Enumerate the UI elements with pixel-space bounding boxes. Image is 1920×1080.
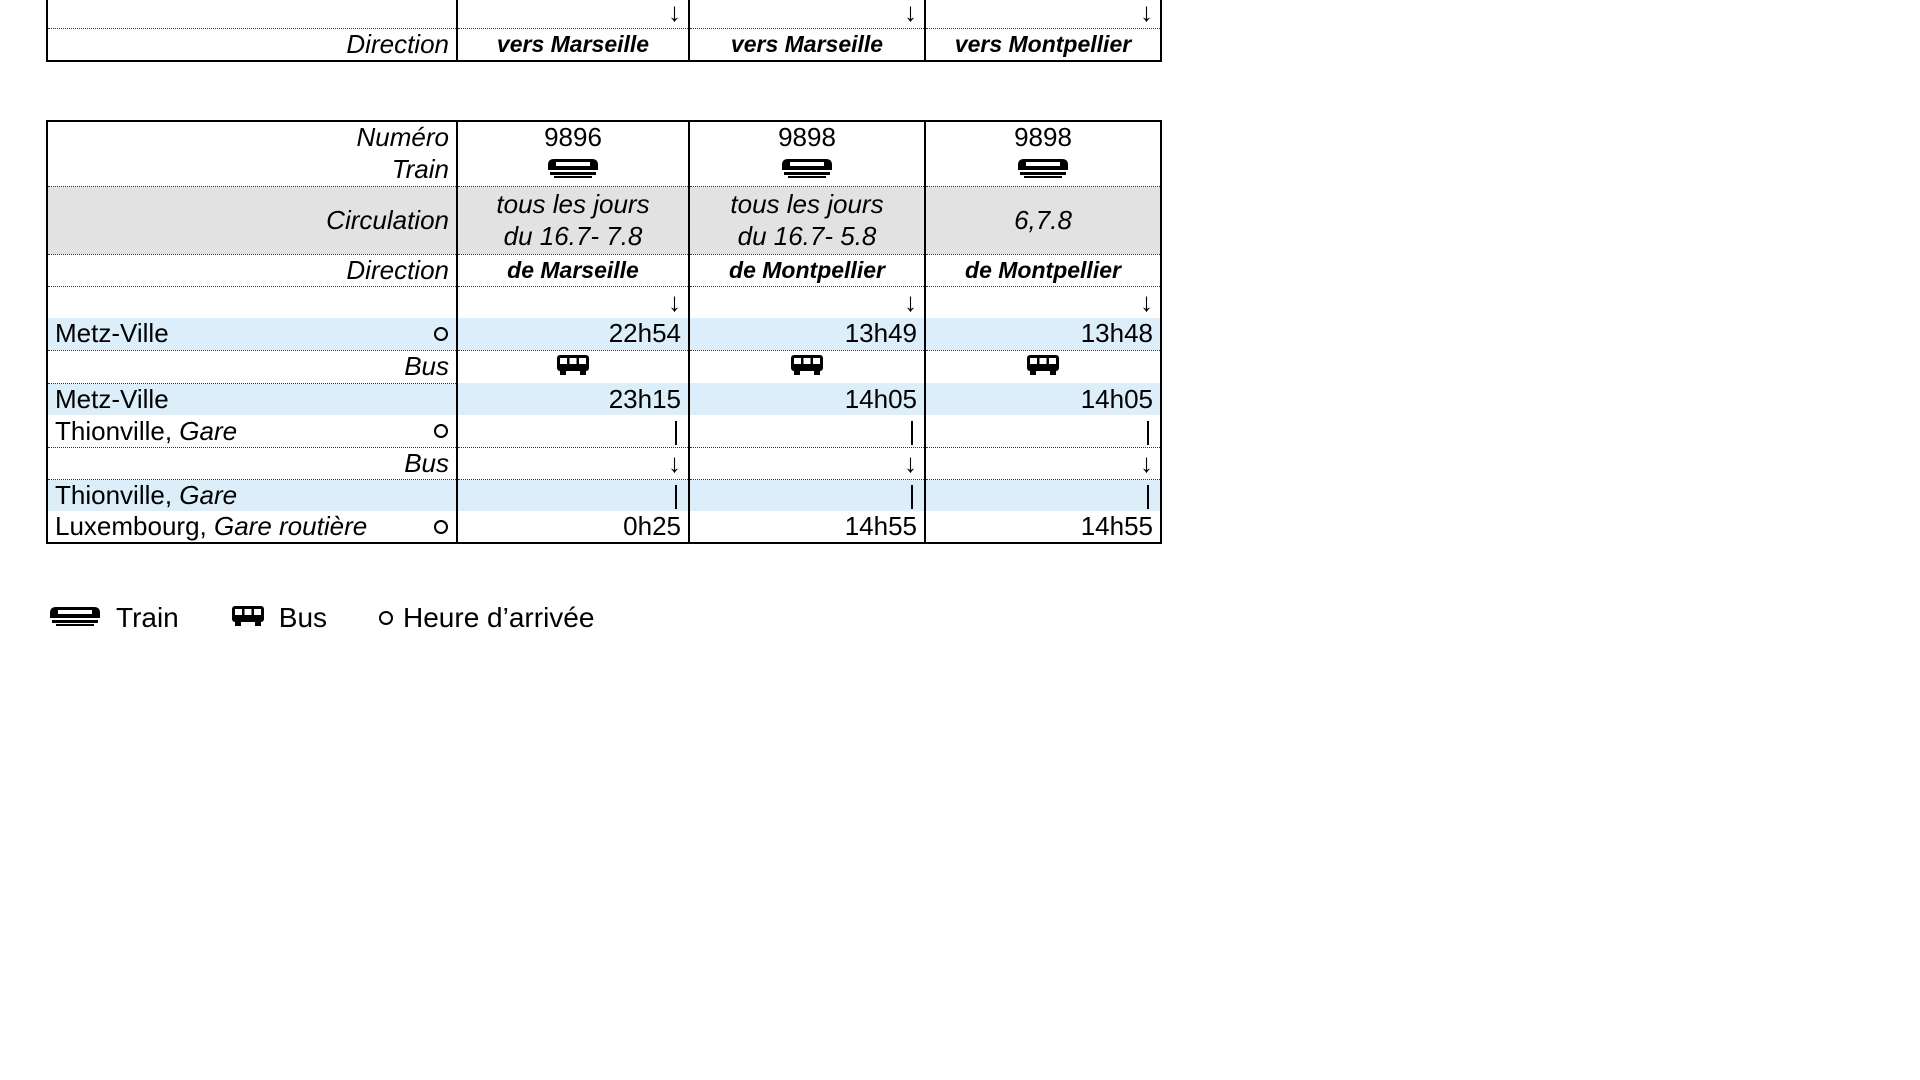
- legend: [48, 602, 646, 634]
- circulation-cell: tous les jours du 16.7- 5.8: [689, 186, 925, 254]
- down-arrow-icon: ↓: [457, 0, 689, 28]
- direction-cell: vers Marseille: [689, 28, 925, 61]
- time-cell: 23h15: [457, 383, 689, 415]
- bus-row: [47, 447, 1161, 479]
- pass-through-bar: [689, 479, 925, 511]
- direction-row: [47, 28, 1161, 61]
- time-cell: 14h55: [925, 511, 1161, 543]
- train-label: Train: [47, 153, 457, 186]
- down-arrow-icon: ↓: [925, 286, 1161, 318]
- arrival-circle-icon: [379, 611, 393, 625]
- down-arrow-icon: ↓: [689, 447, 925, 479]
- direction-label: Direction: [47, 254, 457, 286]
- station-luxembourg: Luxembourg, Gare routière: [47, 511, 457, 543]
- metz-departure-row: [47, 318, 1161, 350]
- legend-arrival-label: Heure d’arrivée: [403, 602, 595, 633]
- direction-cell: de Montpellier: [925, 254, 1161, 286]
- circulation-label: Circulation: [47, 186, 457, 254]
- pass-through-bar: [925, 479, 1161, 511]
- metz-bus-row: [47, 383, 1161, 415]
- arrival-circle-icon: [434, 327, 448, 341]
- time-cell: 0h25: [457, 511, 689, 543]
- legend-bus: [231, 602, 327, 634]
- pass-through-bar: [925, 415, 1161, 447]
- bus-icon: [1026, 352, 1060, 383]
- time-cell: 14h55: [689, 511, 925, 543]
- bus-icon: [790, 352, 824, 383]
- numero-row: [47, 121, 1161, 153]
- down-arrow-icon: ↓: [925, 447, 1161, 479]
- circulation-cell: tous les jours du 16.7- 7.8: [457, 186, 689, 254]
- arrow-row: [47, 0, 1161, 28]
- train-icon: [48, 602, 102, 634]
- station-metz: Metz-Ville: [47, 383, 457, 415]
- time-cell: 13h49: [689, 318, 925, 350]
- train-icon: [780, 155, 834, 186]
- down-arrow-icon: ↓: [689, 286, 925, 318]
- bus-label: Bus: [47, 350, 457, 383]
- circulation-row: [47, 186, 1161, 254]
- pass-through-bar: [689, 415, 925, 447]
- direction-cell: vers Marseille: [457, 28, 689, 61]
- legend-train: [48, 602, 179, 634]
- pass-through-bar: [457, 479, 689, 511]
- train-icon: [546, 155, 600, 186]
- bus-row: [47, 350, 1161, 383]
- numero-label: Numéro: [47, 121, 457, 153]
- down-arrow-icon: ↓: [457, 447, 689, 479]
- arrival-circle-icon: [434, 424, 448, 438]
- legend-train-label: Train: [116, 602, 179, 633]
- down-arrow-icon: ↓: [925, 0, 1161, 28]
- time-cell: 14h05: [689, 383, 925, 415]
- bus-label: Bus: [47, 447, 457, 479]
- arrow-row: [47, 286, 1161, 318]
- down-arrow-icon: ↓: [457, 286, 689, 318]
- bus-icon: [556, 352, 590, 383]
- timetable-main: [46, 120, 1162, 544]
- circulation-cell: 6,7.8: [925, 186, 1161, 254]
- thionville-row: [47, 415, 1161, 447]
- train-number: 9898: [925, 121, 1161, 153]
- station-thionville: Thionville, Gare: [47, 415, 457, 447]
- direction-label: Direction: [47, 28, 457, 61]
- station-thionville: Thionville, Gare: [47, 479, 457, 511]
- direction-cell: de Montpellier: [689, 254, 925, 286]
- thionville-bus-row: [47, 479, 1161, 511]
- timetable-top: [46, 0, 1162, 62]
- station-metz: Metz-Ville: [47, 318, 457, 350]
- train-icon: [1016, 155, 1070, 186]
- direction-row: [47, 254, 1161, 286]
- arrival-circle-icon: [434, 520, 448, 534]
- legend-arrival: [379, 602, 594, 634]
- direction-cell: vers Montpellier: [925, 28, 1161, 61]
- train-number: 9898: [689, 121, 925, 153]
- pass-through-bar: [457, 415, 689, 447]
- legend-bus-label: Bus: [278, 602, 328, 633]
- time-cell: 14h05: [925, 383, 1161, 415]
- direction-cell: de Marseille: [457, 254, 689, 286]
- bus-icon: [231, 602, 265, 634]
- down-arrow-icon: ↓: [689, 0, 925, 28]
- luxembourg-row: [47, 511, 1161, 543]
- train-row: [47, 153, 1161, 186]
- time-cell: 22h54: [457, 318, 689, 350]
- time-cell: 13h48: [925, 318, 1161, 350]
- train-number: 9896: [457, 121, 689, 153]
